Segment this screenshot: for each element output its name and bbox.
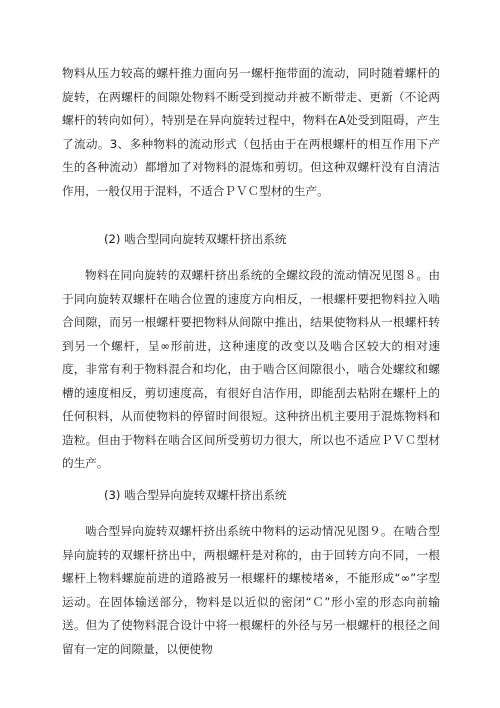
paragraph-1: 物料从压力较高的螺杆推力面向另一螺杆拖带面的流动，同时随着螺杆的旋转，在两螺杆的间隙处物料不断受到搅动并被不断带走、更新（不论两螺杆的转向如何），特别是在异向旋转过程中，物料在A处受到阻碍，产生了流动。3、多种物料的流动形式（包括由于在两根螺杆的相互作用下产生的各种流动）都增加了对物料的混炼和剪切。但这种双螺杆没有自清洁作用，一般仅用于混料，不适合ＰＶＣ型材的生产。 (62, 66, 440, 198)
paragraph-3: 啮合型异向旋转双螺杆挤出系统中物料的运动情况见图９。在啮合型异向旋转的双螺杆挤出中，两根螺杆是对称的，由于回转方向不同，一根螺杆上物料螺旋前进的道路被另一根螺杆的螺棱堵※，不能形成“∞”字型运动。在固体输送部分，物料是以近似的密闭“Ｃ”形小室的形态向前输送。但为了使物料混合设计中将一根螺杆的外径与另一根螺杆的根径之间留有一定的间隙量，以便使物 (62, 524, 440, 656)
paragraph-2: 物料在同向旋转的双螺杆挤出系统的全螺纹段的流动情况见图８。由于同向旋转双螺杆在啮合位置的速度方向相反，一根螺杆要把物料拉入啮合间隙，而另一根螺杆要把物料从间隙中推出，结果使物料从一根螺杆转到另一个螺杆，呈∞形前进，这种速度的改变以及啮合区较大的相对速度，非常有利于物料混合和均化，由于啮合区间隙很小，啮合处螺纹和螺槽的速度相反，剪切速度高，有很好自洁作用，即能刮去粘附在螺杆上的任何积料，从而使物料的停留时间很短。这种挤出机主要用于混炼物料和造粒。但由于物料在啮合区间所受剪切力很大，所以也不适应ＰＶＣ型材的生产。 (62, 268, 440, 470)
section-heading-2: (2) 啮合型同向旋转双螺杆挤出系统 (104, 232, 287, 246)
section-heading-3: (3) 啮合型异向旋转双螺杆挤出系统 (104, 488, 287, 502)
